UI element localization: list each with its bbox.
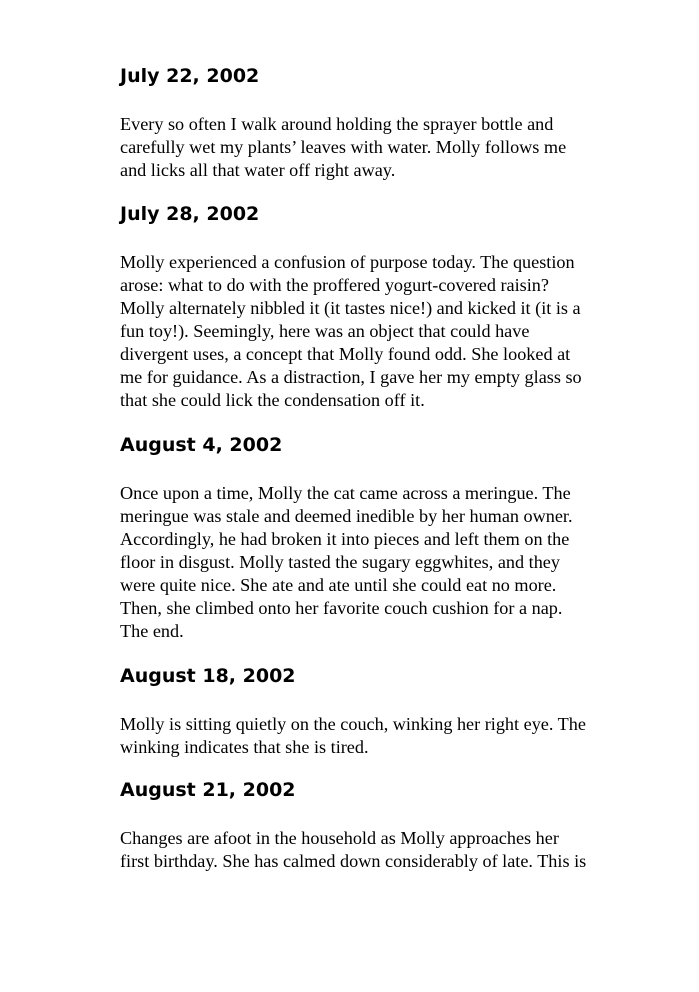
entry-line: The end. (120, 621, 184, 641)
entry-line: carefully wet my plants’ leaves with water. Molly follows me (120, 137, 567, 157)
entry-line: Accordingly, he had broken it into pieces and left them on the (120, 529, 570, 549)
entry-line: Every so often I walk around holding the sprayer bottle and (120, 114, 554, 134)
entry-body (120, 827, 640, 873)
entry-line: Molly alternately nibbled it (it tastes nice!) and kicked it (it is a (120, 298, 581, 318)
entry-line: arose: what to do with the proffered yogurt-covered raisin? (120, 275, 549, 295)
entry-line: divergent uses, a concept that Molly found odd. She looked at (120, 344, 571, 364)
entry-line: first birthday. She has calmed down considerably of late. This is (120, 851, 587, 871)
document-page (120, 62, 640, 873)
entry-line: winking indicates that she is tired. (120, 737, 369, 757)
entry-line: were quite nice. She ate and ate until she could eat no more. (120, 575, 557, 595)
entry-date: August 18, 2002 (120, 665, 296, 687)
entry-line: me for guidance. As a distraction, I gave her my empty glass so (120, 367, 582, 387)
entry-line: fun toy!). Seemingly, here was an object that could have (120, 321, 530, 341)
journal-entry (120, 200, 640, 412)
journal-entry (120, 62, 640, 182)
entry-line: Molly experienced a confusion of purpose today. The question (120, 252, 575, 272)
entry-body (120, 713, 640, 759)
journal-entry (120, 431, 640, 643)
entry-date: August 21, 2002 (120, 779, 296, 801)
entry-date: July 28, 2002 (120, 203, 260, 225)
entry-line: Molly is sitting quietly on the couch, winking her right eye. The (120, 714, 586, 734)
entry-date: August 4, 2002 (120, 434, 283, 456)
entry-line: and licks all that water off right away. (120, 160, 396, 180)
entry-line: Once upon a time, Molly the cat came across a meringue. The (120, 483, 571, 503)
entry-line: that she could lick the condensation off it. (120, 390, 425, 410)
entry-body (120, 251, 640, 412)
entry-line: Changes are afoot in the household as Molly approaches her (120, 828, 559, 848)
entry-body (120, 113, 640, 182)
journal-entry (120, 776, 640, 873)
entry-date: July 22, 2002 (120, 65, 260, 87)
entry-body (120, 482, 640, 643)
entry-line: Then, she climbed onto her favorite couch cushion for a nap. (120, 598, 563, 618)
entry-line: meringue was stale and deemed inedible by her human owner. (120, 506, 573, 526)
entry-line: floor in disgust. Molly tasted the sugary eggwhites, and they (120, 552, 560, 572)
journal-entry (120, 662, 640, 759)
